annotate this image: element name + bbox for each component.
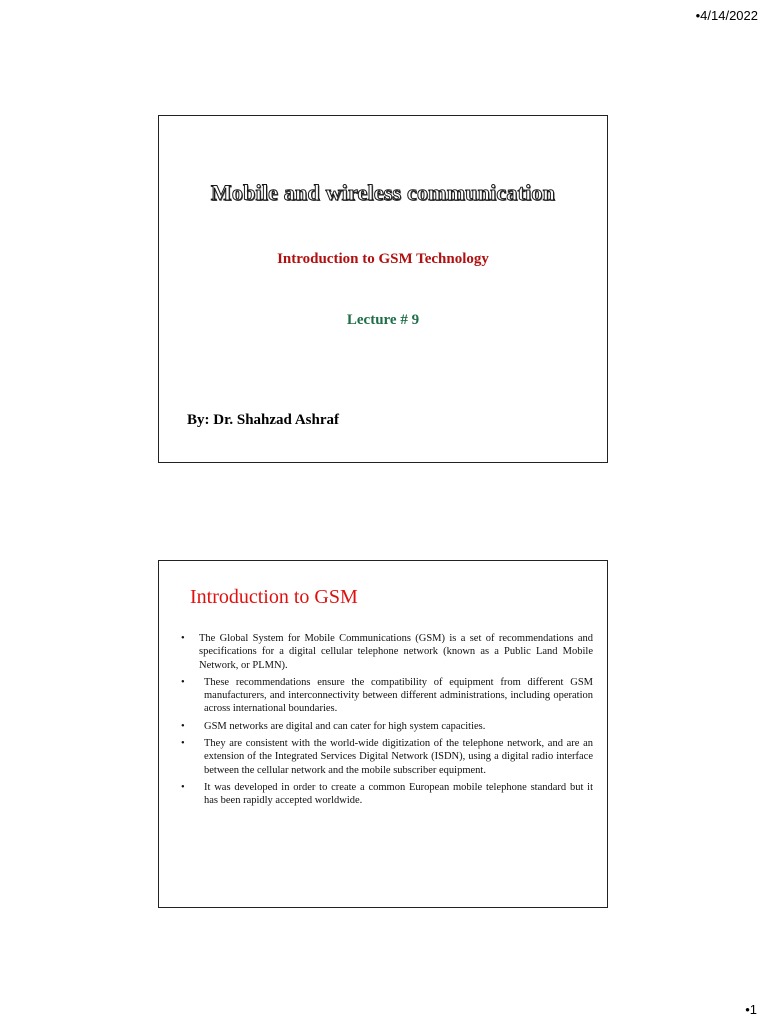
- slide-title: Mobile and wireless communication: [210, 180, 556, 205]
- list-item: [179, 676, 593, 716]
- slide-title-card: [158, 115, 608, 463]
- bullet-icon: •: [181, 676, 185, 688]
- page-number: •1: [745, 1002, 757, 1017]
- bullet-icon: •: [181, 781, 185, 793]
- slide-introduction: [158, 560, 608, 908]
- bullet-icon: •: [181, 738, 185, 750]
- list-item-text: GSM networks are digital and can cater for high system capacities.: [204, 720, 486, 732]
- lecture-number: Lecture # 9: [346, 312, 420, 328]
- slide-heading: Introduction to GSM: [190, 586, 358, 608]
- bullet-icon: •: [181, 720, 185, 732]
- list-item: [179, 737, 593, 777]
- list-item: [179, 632, 593, 672]
- list-item: [179, 781, 593, 808]
- page-date: •4/14/2022: [695, 8, 758, 23]
- bullet-list: [179, 632, 593, 812]
- slide-subtitle: Introduction to GSM Technology: [277, 251, 489, 267]
- list-item-text: The Global System for Mobile Communications (GSM) is a set of recommendations and specifications for a digital cellular telephone network (known as a Public Land Mobile Network, or PLMN).: [199, 633, 593, 671]
- bullet-icon: •: [181, 633, 185, 644]
- list-item-text: These recommendations ensure the compatibility of equipment from different GSM manufacturers, and interconnectivity between different administrations, including operation across international boundaries.: [204, 676, 593, 715]
- list-item-text: It was developed in order to create a common European mobile telephone standard but it has been rapidly accepted worldwide.: [204, 781, 593, 807]
- list-item: [179, 720, 593, 733]
- author-line: By: Dr. Shahzad Ashraf: [187, 412, 339, 428]
- list-item-text: They are consistent with the world-wide digitization of the telephone network, and are an extension of the Integrated Services Digital Network (ISDN), using a digital radio interface between the cellular network and the mobile subscriber equipment.: [204, 738, 593, 776]
